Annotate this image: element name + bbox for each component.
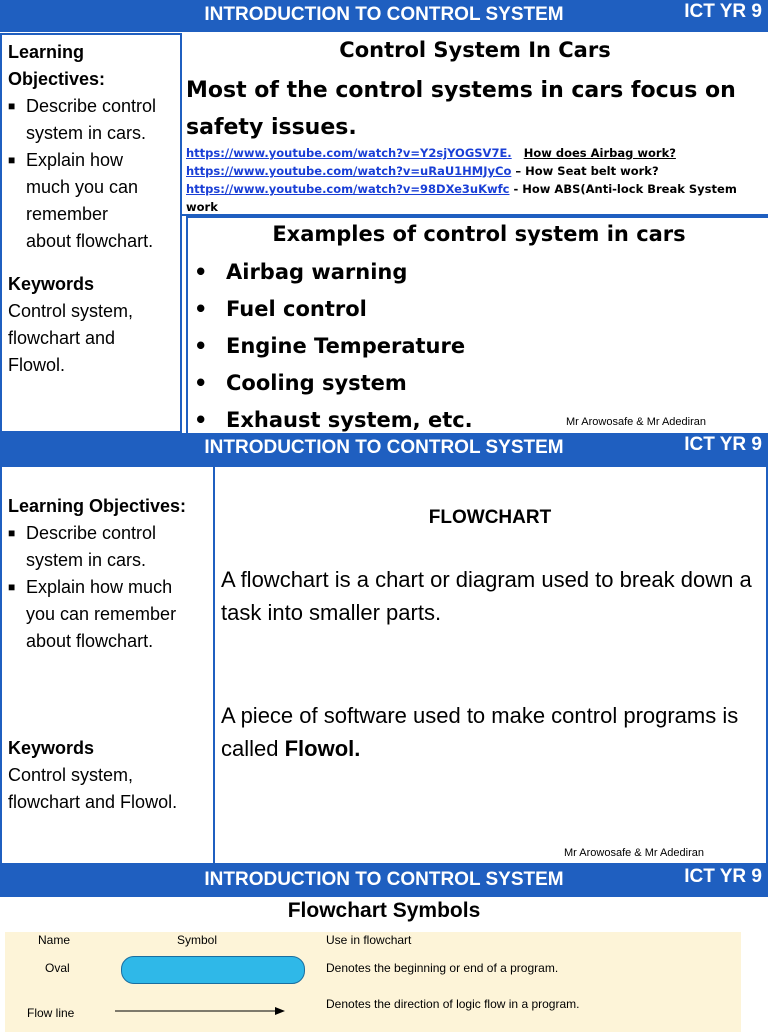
symbol-name: Oval	[45, 961, 70, 975]
examples-panel	[186, 216, 768, 433]
list-item: • Exhaust system, etc.	[188, 402, 748, 433]
definition-text: A flowchart is a chart or diagram used to break down a task into smaller parts.	[221, 567, 752, 625]
slide-subtitle: Most of the control systems in cars focus on safety issues.	[186, 78, 736, 140]
objectives-list	[8, 520, 213, 655]
main-panel	[215, 465, 768, 865]
symbol-use: Denotes the beginning or end of a program.	[326, 961, 559, 975]
slide-2	[0, 433, 768, 865]
flowol-name: Flowol.	[284, 736, 361, 761]
symbols-table	[5, 932, 741, 1032]
oval-symbol	[121, 956, 305, 984]
symbol-name: Flow line	[27, 1006, 75, 1020]
list-item: • Engine Temperature	[188, 328, 748, 365]
video-link[interactable]: https://www.youtube.com/watch?v=uRaU1HMJyCo	[186, 164, 512, 178]
keywords-heading: Keywords	[8, 738, 95, 758]
keywords-text: Control system, flowchart and Flowol.	[8, 301, 134, 375]
objectives-list	[8, 93, 180, 255]
slide-title: Control System In Cars	[339, 38, 611, 62]
list-item: ■ Describe control system in cars.	[8, 93, 180, 147]
list-item: ■ Explain how much you can remember about flowchart.	[8, 574, 206, 655]
list-item: ■ Explain how much you can remember about flowchart.	[8, 147, 156, 255]
list-item: • Cooling system	[188, 365, 748, 402]
link-desc: How does Airbag work?	[523, 146, 676, 160]
header-bar	[0, 865, 768, 897]
video-link[interactable]: https://www.youtube.com/watch?v=Y2sjYOGSV7E.	[186, 146, 512, 160]
examples-list	[188, 254, 748, 433]
header-year: ICT YR 9	[684, 1, 762, 22]
link-desc: – How Seat belt work?	[515, 164, 659, 178]
keywords-text: Control system, flowchart and Flowol.	[8, 765, 178, 812]
arrow-icon	[115, 1005, 285, 1017]
slide-title: FLOWCHART	[428, 507, 552, 528]
link-desc: - How ABS(Anti-lock Break System work	[186, 182, 737, 214]
credit: Mr Arowosafe & Mr Adediran	[564, 847, 705, 859]
keywords-heading: Keywords	[8, 274, 95, 294]
slide-1	[0, 0, 768, 433]
video-link[interactable]: https://www.youtube.com/watch?v=98DXe3uKwfc	[186, 182, 510, 196]
main-panel	[182, 33, 768, 216]
objectives-panel	[0, 465, 215, 865]
flowol-text	[221, 699, 761, 765]
header-title: INTRODUCTION TO CONTROL SYSTEM	[204, 869, 564, 890]
table-header: Symbol	[177, 933, 218, 947]
header-title: INTRODUCTION TO CONTROL SYSTEM	[204, 4, 564, 25]
credit: Mr Arowosafe & Mr Adediran	[566, 416, 707, 428]
header-bar	[0, 0, 768, 32]
objectives-panel	[0, 33, 182, 433]
table-header: Use in flowchart	[326, 933, 412, 947]
header-bar	[0, 433, 768, 465]
slide-title: Flowchart Symbols	[287, 899, 481, 922]
objectives-heading: Learning Objectives:	[8, 496, 187, 516]
examples-title: Examples of control system in cars	[272, 222, 686, 246]
list-item: • Airbag warning	[188, 254, 748, 291]
header-title: INTRODUCTION TO CONTROL SYSTEM	[204, 437, 564, 458]
links	[186, 144, 766, 216]
symbol-use: Denotes the direction of logic flow in a program.	[326, 997, 580, 1011]
flowol-prefix: A piece of software used to make control programs is called	[221, 703, 739, 761]
header-year: ICT YR 9	[684, 866, 762, 887]
list-item: ■ Describe control system in cars.	[8, 520, 176, 574]
header-year: ICT YR 9	[684, 434, 762, 455]
objectives-heading: Learning Objectives:	[8, 42, 106, 89]
table-header: Name	[38, 933, 71, 947]
list-item: • Fuel control	[188, 291, 748, 328]
